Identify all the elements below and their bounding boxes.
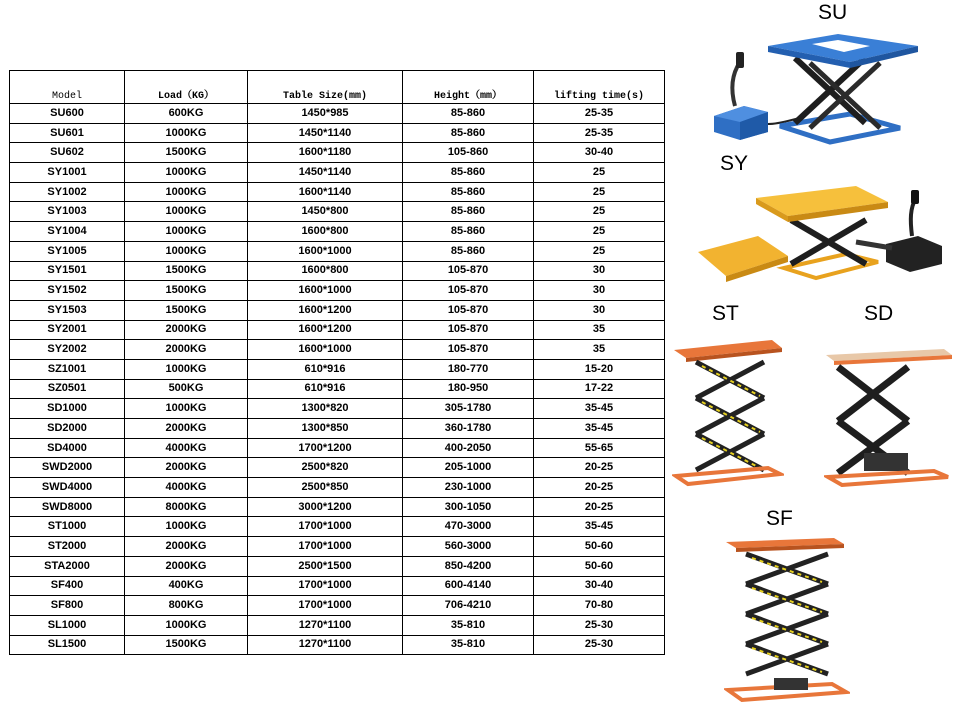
cell-model: SY1002 (10, 182, 125, 202)
table-row (10, 340, 665, 360)
cell-model: ST2000 (10, 537, 125, 557)
product-label-sd: SD (864, 302, 894, 325)
header-load: Load（KG） (125, 71, 248, 104)
cell-table-size: 1450*1140 (248, 123, 403, 143)
cell-load: 1500KG (125, 300, 248, 320)
table-row (10, 615, 665, 635)
table-row (10, 104, 665, 124)
table-row (10, 635, 665, 655)
cell-table-size: 1700*1000 (248, 576, 403, 596)
cell-table-size: 1270*1100 (248, 635, 403, 655)
cell-table-size: 1450*1140 (248, 163, 403, 183)
cell-height: 105-870 (403, 281, 534, 301)
cell-table-size: 1600*1000 (248, 281, 403, 301)
product-label-sy: SY (720, 152, 749, 175)
cell-table-size: 610*916 (248, 359, 403, 379)
cell-lifting-time: 25 (534, 222, 665, 242)
table-row (10, 497, 665, 517)
table-row (10, 419, 665, 439)
cell-table-size: 1300*850 (248, 419, 403, 439)
cell-load: 2000KG (125, 419, 248, 439)
cell-load: 1500KG (125, 281, 248, 301)
cell-lifting-time: 30 (534, 281, 665, 301)
cell-model: SF800 (10, 596, 125, 616)
cell-model: SL1000 (10, 615, 125, 635)
cell-load: 2000KG (125, 556, 248, 576)
cell-model: SY2001 (10, 320, 125, 340)
cell-model: SY1001 (10, 163, 125, 183)
cell-table-size: 1600*1000 (248, 340, 403, 360)
product-label-st: ST (712, 302, 739, 325)
table-row (10, 300, 665, 320)
cell-load: 1000KG (125, 615, 248, 635)
cell-lifting-time: 70-80 (534, 596, 665, 616)
cell-height: 105-870 (403, 320, 534, 340)
cell-load: 1000KG (125, 517, 248, 537)
su-lift-table-image (700, 28, 925, 153)
table-row (10, 379, 665, 399)
cell-load: 800KG (125, 596, 248, 616)
cell-table-size: 1600*1140 (248, 182, 403, 202)
cell-table-size: 2500*1500 (248, 556, 403, 576)
cell-model: SD2000 (10, 419, 125, 439)
cell-height: 300-1050 (403, 497, 534, 517)
cell-table-size: 1600*1000 (248, 241, 403, 261)
cell-lifting-time: 35 (534, 340, 665, 360)
cell-height: 470-3000 (403, 517, 534, 537)
cell-model: SY1004 (10, 222, 125, 242)
cell-height: 85-860 (403, 123, 534, 143)
table-row (10, 399, 665, 419)
cell-table-size: 1700*1000 (248, 537, 403, 557)
cell-height: 85-860 (403, 104, 534, 124)
cell-table-size: 1700*1200 (248, 438, 403, 458)
cell-model: SZ1001 (10, 359, 125, 379)
cell-lifting-time: 55-65 (534, 438, 665, 458)
cell-lifting-time: 25-30 (534, 615, 665, 635)
table-row (10, 438, 665, 458)
cell-model: SY1501 (10, 261, 125, 281)
cell-load: 1500KG (125, 143, 248, 163)
table-row (10, 163, 665, 183)
cell-height: 105-870 (403, 300, 534, 320)
table-row (10, 261, 665, 281)
cell-height: 105-860 (403, 143, 534, 163)
cell-model: SWD4000 (10, 478, 125, 498)
cell-height: 35-810 (403, 615, 534, 635)
cell-lifting-time: 30-40 (534, 576, 665, 596)
product-label-su: SU (818, 1, 848, 24)
cell-load: 4000KG (125, 478, 248, 498)
cell-table-size: 1300*820 (248, 399, 403, 419)
header-height: Height（mm） (403, 71, 534, 104)
sy-lift-table-image (696, 180, 946, 292)
cell-lifting-time: 35-45 (534, 517, 665, 537)
cell-load: 1000KG (125, 241, 248, 261)
cell-lifting-time: 30 (534, 261, 665, 281)
cell-height: 105-870 (403, 340, 534, 360)
header-lifting-time: lifting time(s) (534, 71, 665, 104)
cell-height: 105-870 (403, 261, 534, 281)
cell-lifting-time: 30 (534, 300, 665, 320)
cell-model: SD4000 (10, 438, 125, 458)
table-row (10, 143, 665, 163)
cell-table-size: 1600*1200 (248, 320, 403, 340)
cell-table-size: 1700*1000 (248, 596, 403, 616)
cell-load: 400KG (125, 576, 248, 596)
cell-model: SY1005 (10, 241, 125, 261)
cell-lifting-time: 25 (534, 163, 665, 183)
cell-load: 2000KG (125, 537, 248, 557)
cell-load: 2000KG (125, 340, 248, 360)
cell-height: 560-3000 (403, 537, 534, 557)
cell-load: 2000KG (125, 320, 248, 340)
cell-model: SY2002 (10, 340, 125, 360)
cell-lifting-time: 35 (534, 320, 665, 340)
table-row (10, 359, 665, 379)
table-row (10, 478, 665, 498)
cell-model: SL1500 (10, 635, 125, 655)
cell-table-size: 1450*800 (248, 202, 403, 222)
cell-load: 1000KG (125, 222, 248, 242)
cell-lifting-time: 35-45 (534, 419, 665, 439)
cell-load: 2000KG (125, 458, 248, 478)
header-table-size: Table Size(mm) (248, 71, 403, 104)
table-row (10, 123, 665, 143)
cell-lifting-time: 25 (534, 202, 665, 222)
cell-lifting-time: 25 (534, 182, 665, 202)
table-row (10, 320, 665, 340)
cell-lifting-time: 20-25 (534, 458, 665, 478)
cell-lifting-time: 35-45 (534, 399, 665, 419)
cell-load: 1500KG (125, 261, 248, 281)
cell-height: 85-860 (403, 182, 534, 202)
cell-height: 205-1000 (403, 458, 534, 478)
cell-lifting-time: 25-35 (534, 104, 665, 124)
cell-table-size: 2500*850 (248, 478, 403, 498)
sf-lift-table-image (724, 538, 850, 708)
cell-model: SY1003 (10, 202, 125, 222)
cell-table-size: 2500*820 (248, 458, 403, 478)
cell-lifting-time: 17-22 (534, 379, 665, 399)
cell-lifting-time: 15-20 (534, 359, 665, 379)
table-row (10, 222, 665, 242)
cell-model: ST1000 (10, 517, 125, 537)
cell-height: 850-4200 (403, 556, 534, 576)
cell-model: SWD8000 (10, 497, 125, 517)
cell-table-size: 1700*1000 (248, 517, 403, 537)
cell-height: 180-770 (403, 359, 534, 379)
cell-height: 230-1000 (403, 478, 534, 498)
cell-table-size: 1270*1100 (248, 615, 403, 635)
cell-load: 8000KG (125, 497, 248, 517)
cell-load: 500KG (125, 379, 248, 399)
table-row (10, 537, 665, 557)
table-row (10, 458, 665, 478)
cell-lifting-time: 25-30 (534, 635, 665, 655)
cell-model: STA2000 (10, 556, 125, 576)
cell-height: 360-1780 (403, 419, 534, 439)
cell-table-size: 1450*985 (248, 104, 403, 124)
cell-height: 305-1780 (403, 399, 534, 419)
cell-lifting-time: 20-25 (534, 497, 665, 517)
cell-load: 4000KG (125, 438, 248, 458)
cell-table-size: 1600*1180 (248, 143, 403, 163)
cell-table-size: 3000*1200 (248, 497, 403, 517)
cell-model: SWD2000 (10, 458, 125, 478)
cell-load: 600KG (125, 104, 248, 124)
table-row (10, 517, 665, 537)
cell-height: 600-4140 (403, 576, 534, 596)
cell-lifting-time: 50-60 (534, 537, 665, 557)
cell-model: SD1000 (10, 399, 125, 419)
cell-height: 85-860 (403, 163, 534, 183)
sd-lift-table-image (824, 345, 954, 487)
cell-table-size: 1600*1200 (248, 300, 403, 320)
header-model: Model (10, 71, 125, 104)
cell-load: 1500KG (125, 635, 248, 655)
table-row (10, 556, 665, 576)
cell-model: SU600 (10, 104, 125, 124)
cell-model: SF400 (10, 576, 125, 596)
cell-load: 1000KG (125, 163, 248, 183)
table-row (10, 241, 665, 261)
spec-table (9, 70, 665, 655)
cell-height: 706-4210 (403, 596, 534, 616)
cell-lifting-time: 50-60 (534, 556, 665, 576)
cell-lifting-time: 25-35 (534, 123, 665, 143)
cell-load: 1000KG (125, 123, 248, 143)
table-header-row (10, 71, 665, 104)
table-row (10, 281, 665, 301)
cell-table-size: 610*916 (248, 379, 403, 399)
cell-lifting-time: 30-40 (534, 143, 665, 163)
cell-lifting-time: 20-25 (534, 478, 665, 498)
cell-load: 1000KG (125, 399, 248, 419)
cell-height: 180-950 (403, 379, 534, 399)
table-row (10, 182, 665, 202)
cell-load: 1000KG (125, 182, 248, 202)
cell-load: 1000KG (125, 202, 248, 222)
table-row (10, 596, 665, 616)
cell-model: SY1503 (10, 300, 125, 320)
cell-model: SU601 (10, 123, 125, 143)
product-label-sf: SF (766, 507, 793, 530)
cell-height: 85-860 (403, 222, 534, 242)
cell-height: 400-2050 (403, 438, 534, 458)
st-lift-table-image (672, 338, 784, 488)
cell-model: SU602 (10, 143, 125, 163)
cell-table-size: 1600*800 (248, 261, 403, 281)
cell-model: SZ0501 (10, 379, 125, 399)
cell-model: SY1502 (10, 281, 125, 301)
cell-lifting-time: 25 (534, 241, 665, 261)
table-body (10, 104, 665, 655)
cell-height: 35-810 (403, 635, 534, 655)
table-row (10, 202, 665, 222)
cell-load: 1000KG (125, 359, 248, 379)
cell-table-size: 1600*800 (248, 222, 403, 242)
cell-height: 85-860 (403, 202, 534, 222)
cell-height: 85-860 (403, 241, 534, 261)
table-row (10, 576, 665, 596)
